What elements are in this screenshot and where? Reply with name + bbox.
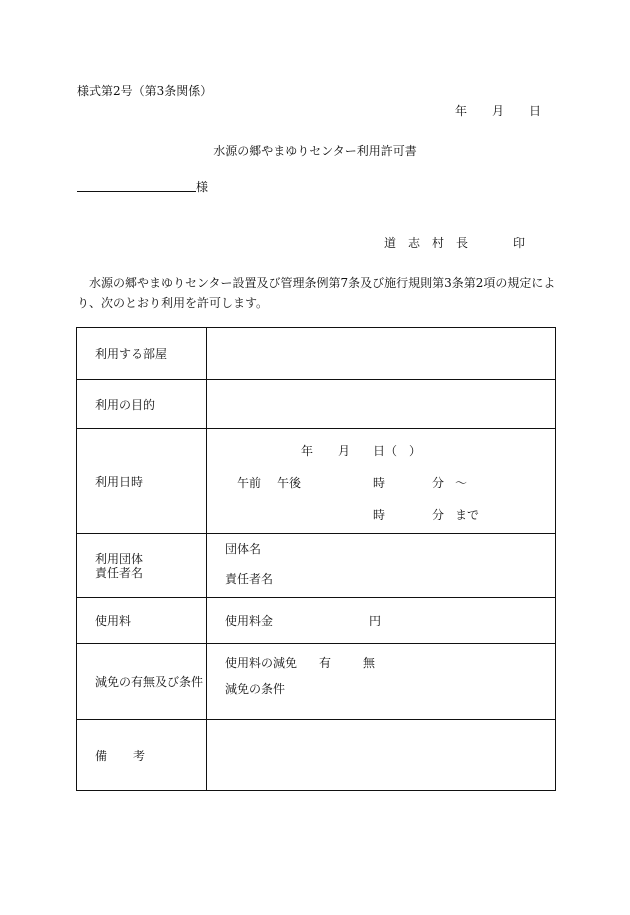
group-label-line1: 利用団体 (95, 551, 144, 566)
date-month-label: 月 (492, 104, 505, 118)
datetime-from-row (225, 474, 555, 488)
issuer-name: 道 志 村 長 (384, 236, 469, 250)
dt-day: 日（ ） (373, 444, 422, 458)
dt-hour-to: 時 (373, 508, 386, 522)
dt-hour-from: 時 (373, 476, 386, 490)
row-fee (77, 598, 556, 644)
issuer-seal-mark: 印 (513, 236, 526, 250)
remarks-label-char1: 備 (95, 748, 108, 763)
datetime-label: 利用日時 (77, 429, 207, 534)
date-day-label: 日 (529, 104, 542, 118)
date-year-label: 年 (455, 104, 468, 118)
row-purpose (77, 380, 556, 429)
row-room (77, 328, 556, 380)
remarks-label-char2: 考 (133, 748, 146, 763)
dt-year: 年 (301, 444, 314, 458)
exemption-yes-option[interactable]: 有 (319, 655, 332, 670)
group-field[interactable] (207, 534, 556, 598)
document-title: 水源の郷やまゆりセンター利用許可書 (213, 144, 417, 158)
exemption-no-option[interactable]: 無 (363, 655, 376, 670)
fee-amount-label: 使用料金 (225, 614, 274, 628)
dt-minute-from: 分 (432, 476, 445, 490)
permit-form-table (76, 327, 556, 791)
exemption-field[interactable] (207, 644, 556, 720)
addressee-suffix: 様 (196, 180, 209, 194)
group-label (77, 534, 207, 598)
row-exemption (77, 644, 556, 720)
exemption-label: 減免の有無及び条件 (77, 644, 207, 720)
purpose-label: 利用の目的 (77, 380, 207, 429)
dt-minute-to: 分 (432, 508, 445, 522)
room-field[interactable] (207, 328, 556, 380)
dt-tilde: ～ (455, 476, 468, 490)
addressee-blank[interactable] (77, 191, 196, 192)
responsible-name-label: 責任者名 (225, 571, 274, 586)
form-number: 様式第2号（第3条関係） (77, 84, 213, 98)
datetime-field[interactable] (207, 429, 556, 534)
dt-until: まで (455, 508, 480, 522)
exemption-line1 (225, 656, 555, 670)
exemption-conditions-label: 減免の条件 (225, 681, 286, 696)
purpose-field[interactable] (207, 380, 556, 429)
fee-yen-unit: 円 (369, 614, 382, 628)
issue-date (455, 104, 541, 118)
fee-label: 使用料 (77, 598, 207, 644)
group-label-line2: 責任者名 (95, 565, 144, 580)
exemption-fee-reduction: 使用料の減免 (225, 655, 298, 670)
datetime-date-row (225, 442, 555, 456)
row-remarks (77, 720, 556, 791)
dt-am: 午前 (237, 476, 262, 490)
datetime-to-row (225, 506, 555, 520)
remarks-label (77, 720, 207, 791)
body-text: 水源の郷やまゆりセンター設置及び管理条例第7条及び施行規則第3条第2項の規定により、次のとおり利用を許可します。 (77, 276, 556, 310)
row-datetime (77, 429, 556, 534)
room-label: 利用する部屋 (77, 328, 207, 380)
group-name-label: 団体名 (225, 541, 262, 556)
dt-pm: 午後 (277, 476, 302, 490)
row-group (77, 534, 556, 598)
fee-field[interactable] (207, 598, 556, 644)
remarks-field[interactable] (207, 720, 556, 791)
dt-month: 月 (338, 444, 351, 458)
